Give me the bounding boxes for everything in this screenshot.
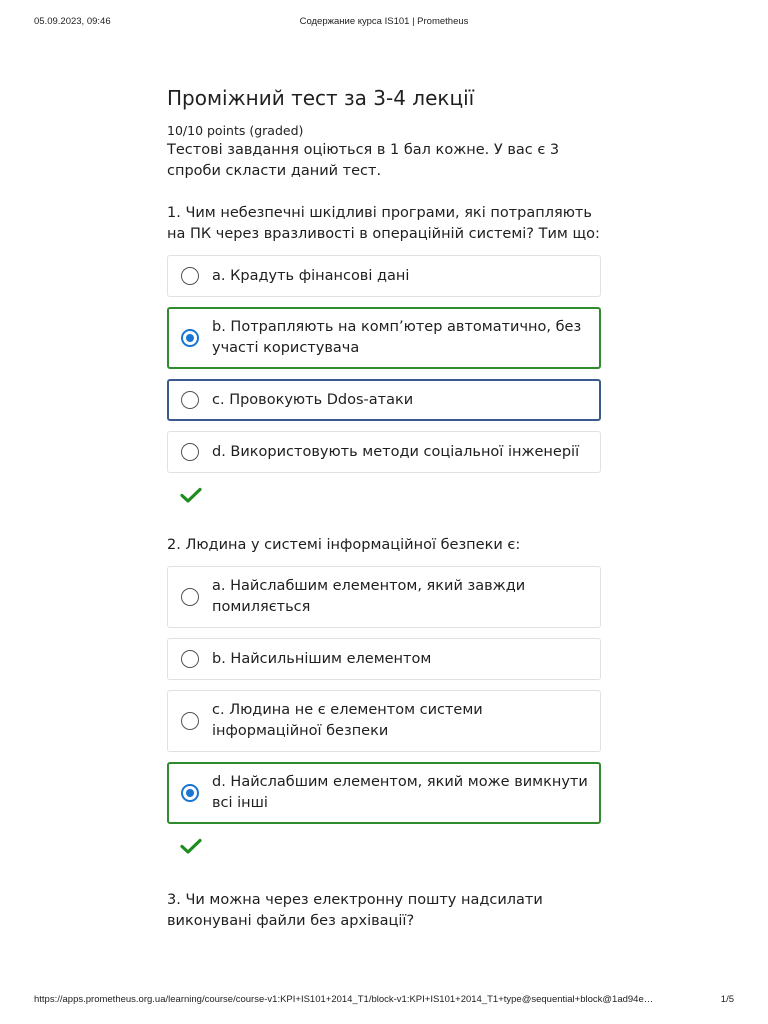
test-title: Проміжний тест за 3-4 лекції <box>167 86 475 110</box>
test-intro: Тестові завдання оціються в 1 бал кожне. У вас є 3 спроби скласти даний тест. <box>167 142 560 179</box>
radio-button[interactable] <box>181 391 199 409</box>
option-label: c. Провокують Ddos-атаки <box>212 391 414 408</box>
option-label: c. Людина не є елементом системи інформаційної безпеки <box>212 702 483 739</box>
question-1-option-c[interactable] <box>167 379 601 421</box>
option-label: b. Найсильнішим елементом <box>212 650 432 667</box>
question-2-option-b[interactable] <box>167 638 601 680</box>
option-label: a. Найслабшим елементом, який завжди помиляється <box>212 578 526 615</box>
question-1-text: 1. Чим небезпечні шкідливі програми, які потрапляють на ПК через вразливості в операційній системі? Тим що: <box>167 205 600 242</box>
option-label: d. Використовують методи соціальної інженерії <box>212 443 580 460</box>
print-header <box>0 16 768 30</box>
print-page-title: Содержание курса IS101 | Prometheus <box>299 16 469 27</box>
option-label: a. Крадуть фінансові дані <box>212 267 410 284</box>
question-1-option-b[interactable] <box>167 307 601 369</box>
question-2-text: 2. Людина у системі інформаційної безпеки є: <box>167 537 521 553</box>
print-url: https://apps.prometheus.org.ua/learning/course/course-v1:KPI+IS101+2014_T1/block-v1:KPI+IS101+2014_T1+type@sequential+block@1ad94e… <box>34 994 654 1005</box>
radio-button[interactable] <box>181 650 199 668</box>
question-2-options <box>167 566 607 824</box>
question-2-option-a[interactable] <box>167 566 601 628</box>
print-page-number: 1/5 <box>720 994 734 1005</box>
print-footer <box>0 994 768 1008</box>
problem-content <box>167 84 607 932</box>
radio-button[interactable] <box>181 588 199 606</box>
radio-button[interactable] <box>181 443 199 461</box>
print-datetime: 05.09.2023, 09:46 <box>34 16 111 27</box>
radio-button-selected[interactable] <box>181 329 199 347</box>
points-label: 10/10 points (graded) <box>167 123 304 138</box>
radio-button[interactable] <box>181 712 199 730</box>
question-1-option-a[interactable] <box>167 255 601 297</box>
question-2-option-d[interactable] <box>167 762 601 824</box>
check-icon <box>180 838 202 854</box>
question-1-options <box>167 255 607 473</box>
radio-button[interactable] <box>181 267 199 285</box>
option-label: b. Потрапляють на комп’ютер автоматично, без участі користувача <box>212 319 582 356</box>
question-1-option-d[interactable] <box>167 431 601 473</box>
option-label: d. Найслабшим елементом, який може вимкнути всі інші <box>212 774 588 811</box>
radio-button-selected[interactable] <box>181 784 199 802</box>
question-2-option-c[interactable] <box>167 690 601 752</box>
check-icon <box>180 487 202 503</box>
question-3-text: 3. Чи можна через електронну пошту надсилати виконувані файли без архівації? <box>167 892 543 929</box>
